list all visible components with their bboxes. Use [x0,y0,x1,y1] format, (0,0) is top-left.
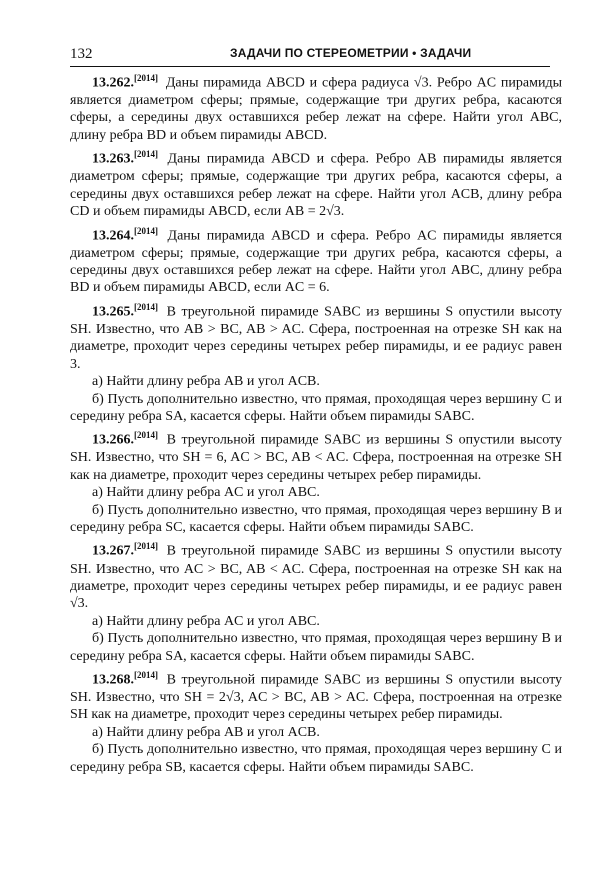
problem-year: [2014] [134,301,158,312]
problem-list [70,70,562,778]
problem-part-a: а) Найти длину ребра AB и угол ACB. [92,374,320,390]
problem-number: 13.262. [92,75,134,91]
problem-year: [2014] [134,541,158,552]
problem-year: [2014] [134,149,158,160]
problem-year: [2014] [134,225,158,236]
problem-year: [2014] [134,669,158,680]
problem-13-262 [70,70,562,144]
problem-part-b: б) Пусть дополнительно известно, что прямая, проходящая через вершину B и середину ребра SC, касается сферы. Найти объем пирамиды SABC. [70,502,562,536]
problem-statement [70,299,562,373]
problem-text: Даны пирамида ABCD и сфера. Ребро AB пирамиды является диаметром сферы; прямые, содержащие три других ребра, касаются сферы, а середины двух оставшихся ребер лежат на сфере. Найти угол ACB, длину ребра CD и объем пирамиды ABCD, если AB = 2√3. [70,151,563,220]
problem-part-a: а) Найти длину ребра AC и угол ABC. [92,613,320,629]
problem-part-b: б) Пусть дополнительно известно, что прямая, проходящая через вершину C и середину ребра SA, касается сферы. Найти объем пирамиды SABC. [70,391,562,424]
problem-13-264 [70,223,562,297]
problem-13-268 [70,667,562,776]
problem-year: [2014] [134,73,158,83]
problem-number: 13.266. [92,433,134,448]
problem-13-266 [70,427,562,536]
problem-text: Даны пирамида ABCD и сфера. Ребро AC пирамиды является диаметром сферы; прямые, содержащие три других ребра, касаются сферы, а середины двух оставшихся ребер лежат на сфере. Найти угол ABC, длину ребра BD и объем пирамиды ABCD, если AC = 6. [70,228,563,296]
problem-part-a: а) Найти длину ребра AB и угол ACB. [92,724,320,740]
problem-number: 13.265. [92,304,134,320]
problem-part-b: б) Пусть дополнительно известно, что прямая, проходящая через вершину C и середину ребра SB, касается сферы. Найти объем пирамиды SABC. [70,742,562,775]
problem-part-a: а) Найти длину ребра AC и угол ABC. [92,485,320,501]
header-rule [70,66,550,67]
problem-text: В треугольной пирамиде SABC из вершины S опустили высоту SH. Известно, что AC > BC, AB < AC. Сфера, построенная на отрезке SH как на диаметре, проходит через середины четырех ребер пирамиды, и ее радиус равен √3. [70,544,563,612]
problem-text: В треугольной пирамиде SABC из вершины S опустили высоту SH. Известно, что SH = 2√3, AC > BC, AB > AC. Сфера, построенная на отрезке SH как на диаметре, проходит через середины четырех ребер пирамиды. [70,672,563,723]
problem-year: [2014] [134,430,158,441]
problem-statement [70,146,562,220]
problem-statement [70,538,562,612]
problem-text: Даны пирамида ABCD и сфера радиуса √3. Ребро AC пирамиды является диаметром сферы; прямые, содержащие три других ребра, касаются сферы, а середины двух оставшихся ребер лежат на сфере. Найти угол ABC, длину ребра BD и объем пирамиды ABCD. [70,75,562,143]
problem-13-263 [70,146,562,220]
problem-text: В треугольной пирамиде SABC из вершины S опустили высоту SH. Известно, что SH = 6, AC > BC, AB < AC. Сфера, построенная на отрезке SH как на диаметре, проходит через середины четырех ребер пирамиды. [70,433,563,483]
problem-statement [70,70,562,144]
problem-13-265 [70,299,562,426]
problem-statement [70,427,562,484]
page-number: 132 [70,46,93,62]
problem-13-267 [70,538,562,665]
problem-part-b: б) Пусть дополнительно известно, что прямая, проходящая через вершину B и середину ребра SA, касается сферы. Найти объем пирамиды SABC. [70,631,562,664]
problem-statement [70,223,562,297]
running-title: ЗАДАЧИ ПО СТЕРЕОМЕТРИИ • ЗАДАЧИ [230,46,472,60]
problem-number: 13.263. [92,151,134,167]
problem-text: В треугольной пирамиде SABC из вершины S опустили высоту SH. Известно, что AB > BC, AB > AC. Сфера, построенная на отрезке SH как на диаметре, проходит через середины четырех ребер пирамиды, и ее радиус равен 3. [70,304,563,372]
problem-number: 13.264. [92,228,134,244]
page-header [70,42,550,64]
problem-number: 13.267. [92,544,134,560]
problem-number: 13.268. [92,672,134,688]
problem-statement [70,667,562,724]
